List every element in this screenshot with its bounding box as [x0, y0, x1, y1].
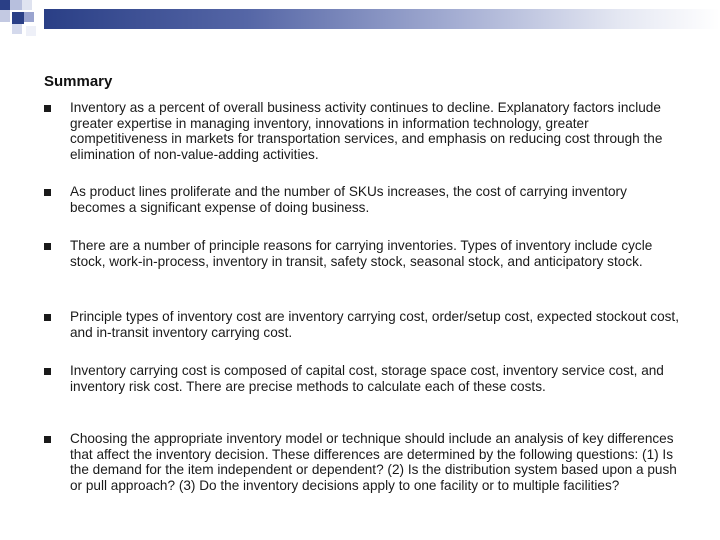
bullet-text: Choosing the appropriate inventory model or technique should include an analysis of key differences that affect the inventory decision. These differences are determined by the following questions: (1) Is the demand for the item independent or dependent? (2) Is the distribution system based upon a push or pull approach? (3) Do the inventory decisions apply to one facility or to multiple facilities?	[70, 431, 677, 493]
square-bullet-icon	[44, 243, 51, 250]
bullet-text: As product lines proliferate and the number of SKUs increases, the cost of carrying inventory becomes a significant expense of doing business.	[70, 184, 627, 215]
bullet-text: There are a number of principle reasons for carrying inventories. Types of inventory include cycle stock, work-in-process, inventory in transit, safety stock, seasonal stock, and anticipatory stock.	[70, 238, 653, 269]
square-bullet-icon	[44, 189, 51, 196]
square-bullet-icon	[44, 436, 51, 443]
square-bullet-icon	[44, 105, 51, 112]
bullet-text: Inventory as a percent of overall business activity continues to decline. Explanatory factors include greater expertise in managing inventory, innovations in information technology, greater competitiveness in markets for transportation services, and emphasis on reducing cost through the elimination of non-value-adding activities.	[70, 100, 663, 162]
header-square	[24, 12, 34, 22]
bullet-text: Principle types of inventory cost are inventory carrying cost, order/setup cost, expected stockout cost, and in-transit inventory carrying cost.	[70, 309, 679, 340]
header-square	[22, 0, 32, 10]
header-square	[12, 12, 24, 24]
header-square	[0, 10, 10, 22]
header-square	[12, 24, 22, 34]
header-gradient-bar	[44, 9, 720, 29]
header-square	[10, 0, 22, 10]
header-square	[0, 0, 10, 10]
header-square	[26, 26, 36, 36]
slide-title: Summary	[44, 73, 113, 90]
bullet-text: Inventory carrying cost is composed of capital cost, storage space cost, inventory service cost, and inventory risk cost. There are precise methods to calculate each of these costs.	[70, 363, 664, 394]
square-bullet-icon	[44, 368, 51, 375]
square-bullet-icon	[44, 314, 51, 321]
